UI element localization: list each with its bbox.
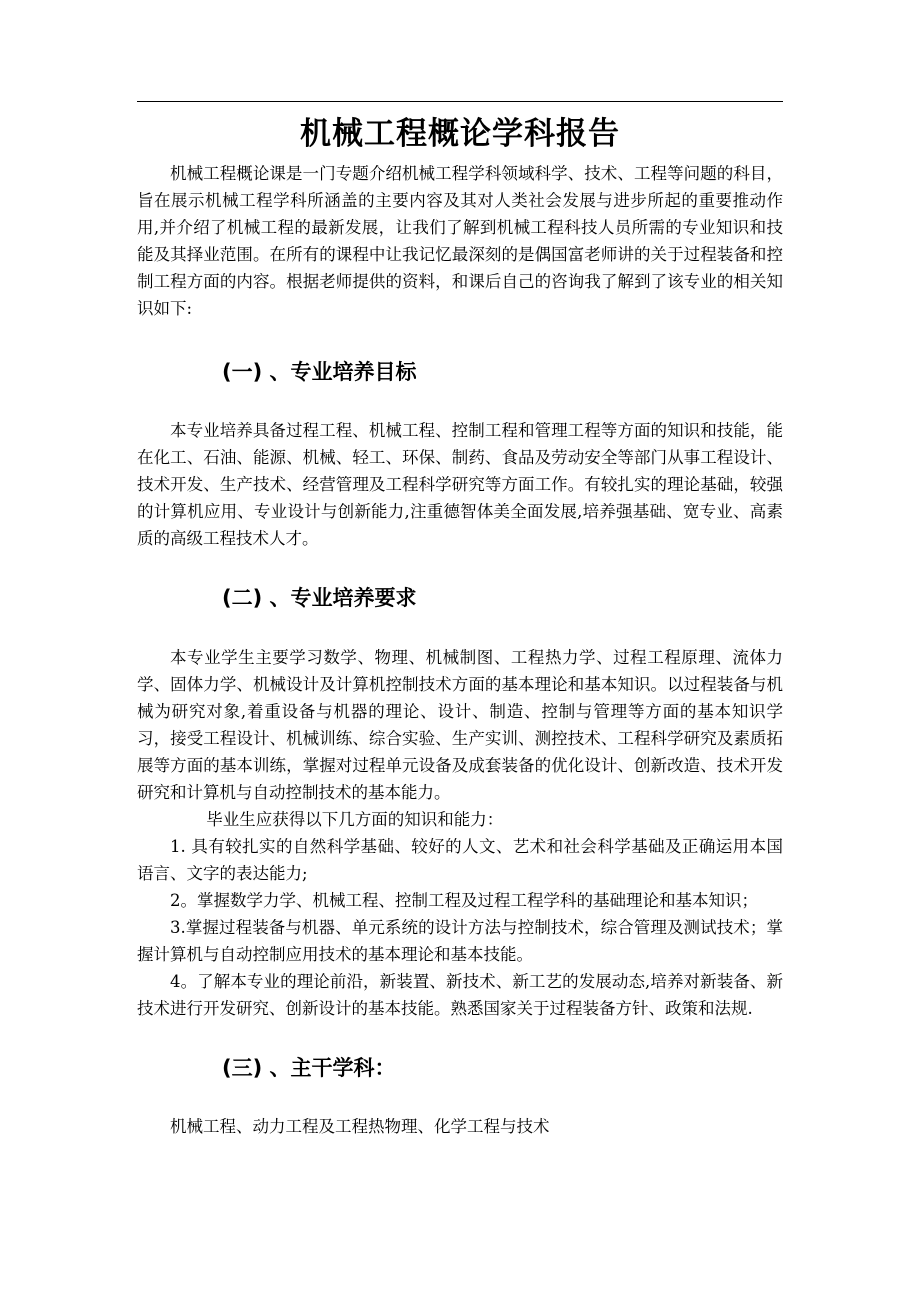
- section-body-main-disciplines: 机械工程、动力工程及工程热物理、化学工程与技术: [170, 1117, 550, 1136]
- section-body-training-objective: 本专业培养具备过程工程、机械工程、控制工程和管理工程等方面的知识和技能，能在化工、石油、能源、机械、轻工、环保、制药、食品及劳动安全等部门从事工程设计、技术开发、生产技术、经营管理及工程科学研究等方面工作。有较扎实的理论基础，较强的计算机应用、专业设计与创新能力,注重德智体美全面发展,培养强基础、宽专业、高素质的高级工程技术人才。: [137, 421, 783, 548]
- section-heading-training-objective: (一) 、专业培养目标: [222, 360, 417, 384]
- section-body-training-requirements: 本专业学生主要学习数学、物理、机械制图、工程热力学、过程工程原理、流体力学、固体力学、机械设计及计算机控制技术方面的基本理论和基本知识。以过程装备与机械为研究对象,着重设备与机器的理论、设计、制造、控制与管理等方面的基本知识学习，接受工程设计、机械训练、综合实验、生产实训、测控技术、工程科学研究及素质拓展等方面的基本训练，掌握对过程单元设备及成套装备的优化设计、创新改造、技术开发研究和计算机与自动控制技术的基本能力。: [137, 648, 783, 802]
- document-title: 机械工程概论学科报告: [300, 116, 620, 152]
- ability-item-1: 1. 具有较扎实的自然科学基础、较好的人文、艺术和社会科学基础及正确运用本国语言、文字的表达能力;: [137, 837, 783, 883]
- ability-item-4: 4。了解本专业的理论前沿，新装置、新技术、新工艺的发展动态,培养对新装备、新技术进行开发研究、创新设计的基本技能。熟悉国家关于过程装备方针、政策和法规.: [137, 972, 783, 1018]
- intro-paragraph: 机械工程概论课是一门专题介绍机械工程学科领域科学、技术、工程等问题的科目，旨在展示机械工程学科所涵盖的主要内容及其对人类社会发展与进步所起的重要推动作用,并介绍了机械工程的最新发展，让我们了解到机械工程科技人员所需的专业知识和技能及其择业范围。在所有的课程中让我记忆最深刻的是偶国富老师讲的关于过程装备和控制工程方面的内容。根据老师提供的资料，和课后自己的咨询我了解到了该专业的相关知识如下:: [137, 164, 783, 318]
- header-rule: [137, 101, 783, 102]
- section-heading-main-disciplines: (三) 、主干学科：: [222, 1056, 396, 1080]
- graduate-abilities-lead: 毕业生应获得以下几方面的知识和能力：: [206, 810, 504, 829]
- ability-item-3: 3.掌握过程装备与机器、单元系统的设计方法与控制技术，综合管理及测试技术；掌握计算机与自动控制应用技术的基本理论和基本技能。: [137, 918, 783, 964]
- document-content: [137, 108, 783, 1140]
- section-heading-training-requirements: (二) 、专业培养要求: [222, 586, 417, 610]
- ability-item-2: 2。掌握数学力学、机械工程、控制工程及过程工程学科的基础理论和基本知识；: [170, 891, 758, 910]
